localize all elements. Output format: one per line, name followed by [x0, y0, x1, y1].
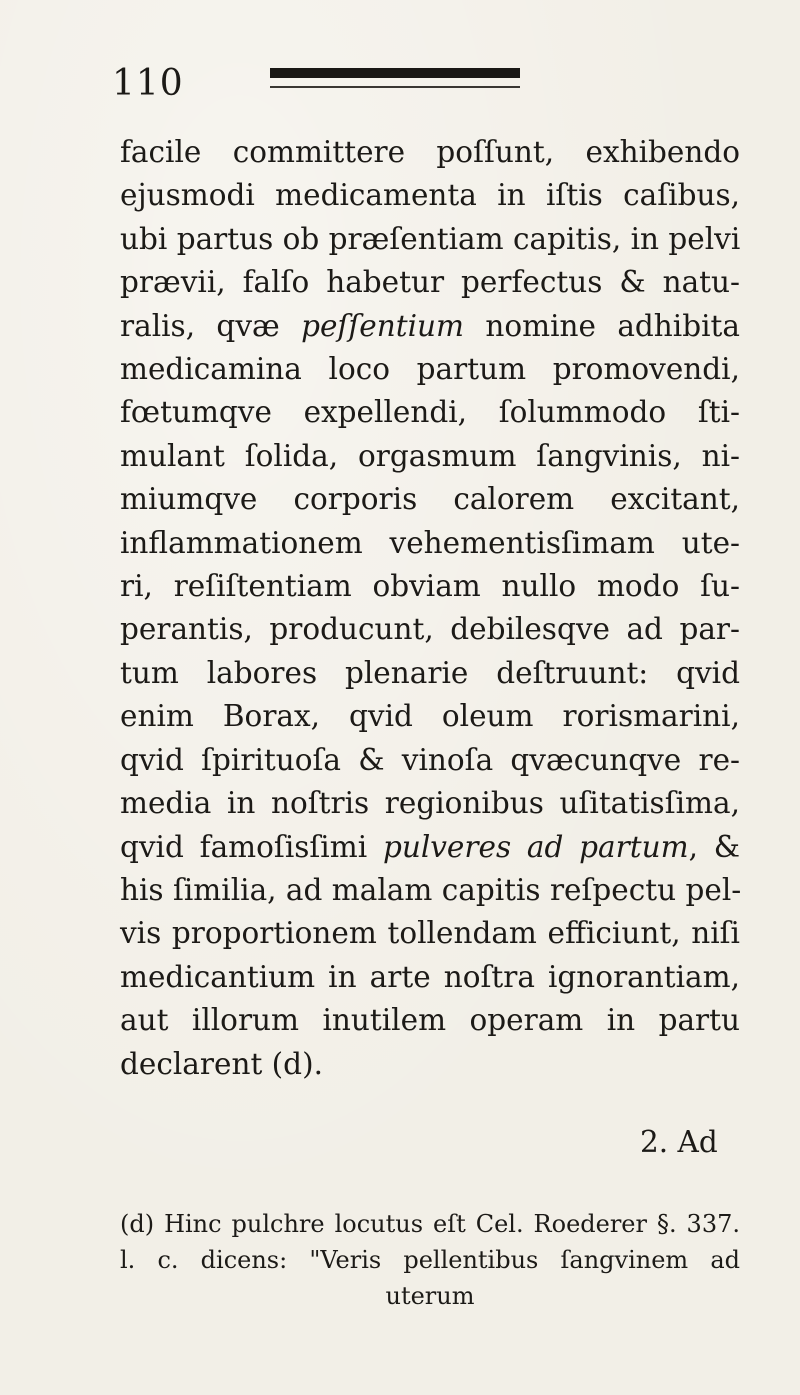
text-line: tum labores plenarie deſtruunt: qvid — [120, 655, 740, 690]
italic-term: pulveres ad partum — [382, 829, 689, 864]
text-line: medicantium in arte noſtra ignorantiam, — [120, 959, 740, 994]
text-line: vis proportionem tollendam efficiunt, niſi — [120, 916, 740, 951]
text-line: qvid ſpirituoſa & vinoſa qvæcunqve re- — [120, 742, 740, 777]
text-line — [120, 305, 740, 348]
text-segment: , & — [688, 829, 740, 864]
text-line: mulant ſolida, orgasmum ſangvinis, ni- — [120, 438, 740, 473]
text-line: fœtumqve expellendi, ſolummodo ſti- — [120, 395, 740, 430]
footnote-line: (d) Hinc pulchre locutus eſt Cel. Roederer §. 337. — [120, 1210, 740, 1238]
catchword: 2. Ad — [640, 1125, 718, 1159]
text-line: ejusmodi medicamenta in iſtis caſibus, — [120, 178, 740, 213]
text-segment: nomine adhibita — [463, 308, 740, 343]
text-segment: ralis, qvæ — [120, 308, 302, 343]
text-line: ubi partus ob præſentiam capitis, in pelvi — [120, 221, 741, 256]
text-line: medicamina loco partum promovendi, — [120, 352, 740, 387]
text-line: facile committere poſſunt, exhibendo — [120, 135, 740, 169]
text-line: inflammationem vehementisſimam ute- — [120, 525, 740, 560]
text-line: declarent (d). — [120, 1046, 323, 1081]
body-text — [120, 131, 740, 1086]
italic-term: peſſentium — [301, 308, 464, 343]
text-line: prævii, falſo habetur perfectus & natu- — [120, 265, 740, 300]
text-line: miumqve corporis calorem excitant, — [120, 482, 740, 517]
page-number: 110 — [112, 63, 184, 104]
text-line: enim Borax, qvid oleum rorismarini, — [120, 699, 740, 734]
footnote — [120, 1206, 740, 1314]
text-segment: qvid famoſisſimi — [120, 829, 383, 864]
text-line: ri, reſiſtentiam obviam nullo modo ſu- — [120, 569, 740, 604]
header-rule — [270, 68, 520, 78]
footnote-line: l. c. dicens: "Veris pellentibus ſangvinem ad — [120, 1246, 740, 1274]
text-line — [120, 826, 740, 869]
text-line: media in noſtris regionibus uſitatisſima, — [120, 786, 740, 821]
footnote-line: uterum — [385, 1282, 475, 1310]
text-line: aut illorum inutilem operam in partu — [120, 1003, 740, 1038]
text-line: perantis, producunt, debilesqve ad par- — [120, 612, 740, 647]
header-rule-thin — [270, 86, 520, 88]
text-line: his ſimilia, ad malam capitis reſpectu pel- — [120, 872, 742, 907]
